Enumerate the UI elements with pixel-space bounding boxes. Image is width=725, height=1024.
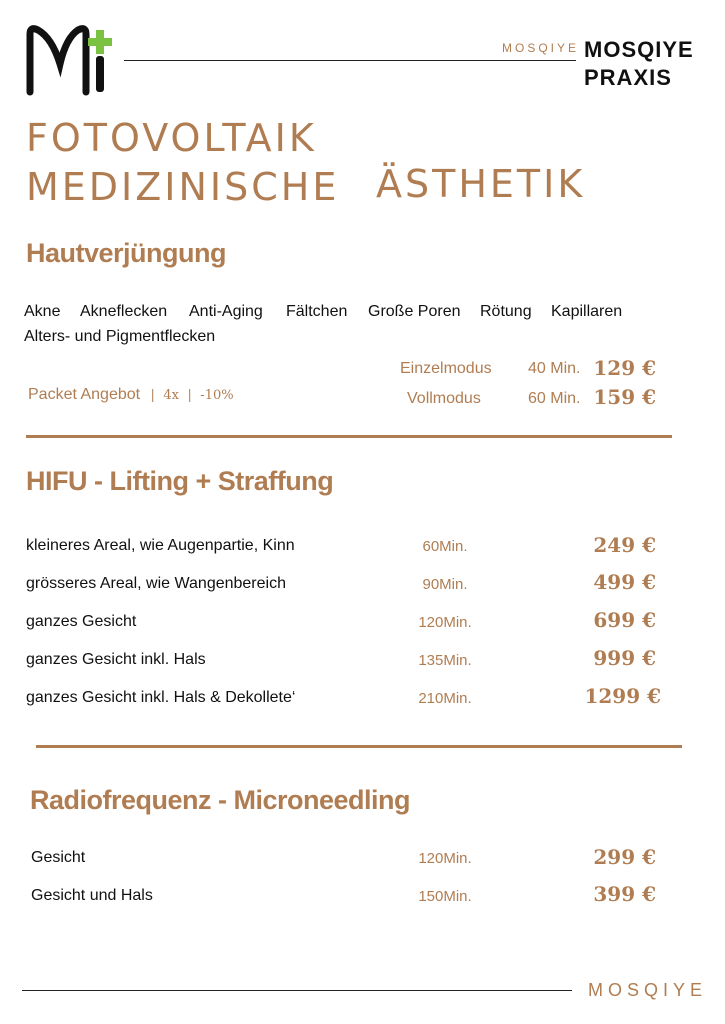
service-label: grösseres Areal, wie Wangenbereich	[26, 575, 286, 592]
section-hifu-heading: HIFU - Lifting + Straffung	[26, 466, 334, 496]
service-duration: 90Min.	[422, 576, 468, 593]
title-line-2b: ÄSTHETIK	[376, 162, 586, 206]
footer-divider	[22, 990, 572, 991]
tag-anti-aging: Anti-Aging	[189, 303, 263, 320]
mode-duration: 40 Min.	[528, 360, 581, 377]
service-duration: 210Min.	[418, 690, 472, 707]
tag-grosse-poren: Große Poren	[368, 303, 461, 320]
package-label: Packet Angebot	[28, 386, 141, 403]
service-price: 499 €	[593, 570, 656, 594]
brand-small: MOSQIYE	[502, 41, 580, 55]
tag-pigmentflecken: Alters- und Pigmentflecken	[24, 328, 216, 345]
service-label: Gesicht	[31, 849, 86, 866]
package-separator: |	[187, 388, 192, 403]
service-price: 1299 €	[584, 684, 661, 708]
service-duration: 120Min.	[418, 614, 472, 631]
tag-roetung: Rötung	[480, 303, 532, 320]
mode-name: Vollmodus	[407, 390, 481, 407]
mode-duration: 60 Min.	[528, 390, 581, 407]
mode-price: 129 €	[593, 356, 656, 380]
package-count: 4x	[163, 388, 179, 403]
tag-faeltchen: Fältchen	[286, 303, 348, 320]
header-divider	[124, 60, 576, 61]
service-label: kleineres Areal, wie Augenpartie, Kinn	[26, 537, 295, 554]
service-duration: 60Min.	[422, 538, 468, 555]
service-label: Gesicht und Hals	[31, 887, 153, 904]
tag-akne: Akne	[24, 303, 61, 320]
mosqiye-logo	[22, 20, 122, 98]
service-price: 399 €	[593, 882, 656, 906]
tag-kapillaren: Kapillaren	[551, 303, 623, 320]
brand-line-2: PRAXIS	[584, 65, 672, 90]
title-line-1: FOTOVOLTAIK	[26, 116, 317, 160]
tag-akneflecken: Akneflecken	[80, 303, 168, 320]
package-offer	[28, 386, 234, 404]
section-divider	[36, 745, 682, 748]
section-radiofrequenz-heading: Radiofrequenz - Microneedling	[30, 785, 411, 815]
service-label: ganzes Gesicht	[26, 613, 137, 630]
service-duration: 120Min.	[418, 850, 472, 867]
package-discount: -10%	[200, 388, 234, 403]
service-label: ganzes Gesicht inkl. Hals & Dekollete‘	[26, 689, 296, 706]
footer-brand: MOSQIYE	[588, 980, 708, 1000]
title-line-2a: MEDIZINISCHE	[26, 165, 340, 209]
mode-price: 159 €	[593, 385, 656, 409]
brand-name	[584, 36, 694, 92]
package-separator: |	[150, 388, 155, 403]
service-price: 299 €	[593, 845, 656, 869]
service-price: 999 €	[593, 646, 656, 670]
service-duration: 135Min.	[418, 652, 472, 669]
service-price: 699 €	[593, 608, 656, 632]
service-duration: 150Min.	[418, 888, 472, 905]
brand-line-1: MOSQIYE	[584, 37, 694, 62]
section-divider	[26, 435, 672, 438]
service-price: 249 €	[593, 533, 656, 557]
service-label: ganzes Gesicht inkl. Hals	[26, 651, 206, 668]
mode-name: Einzelmodus	[400, 360, 492, 377]
section-hautverjuengung-heading: Hautverjüngung	[26, 238, 226, 268]
